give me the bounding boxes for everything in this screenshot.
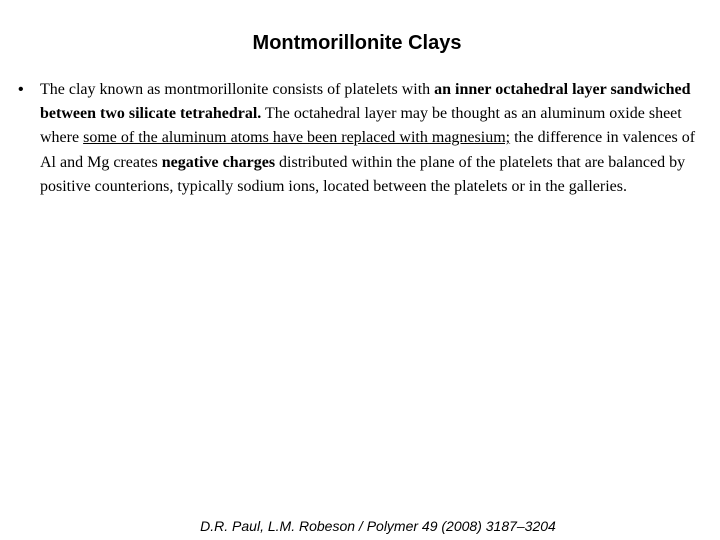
text-segment: distributed within the plane of the platelets that are balanced by positive counterions, typically sodium ions, located between the platelets or in the galleries. <box>40 153 686 195</box>
bold-phrase-negative-charges: negative charges <box>161 153 276 171</box>
text-segment: The octahedral layer may be thought as an aluminum oxide sheet where <box>40 105 682 147</box>
bullet-marker: • <box>18 81 24 98</box>
citation: D.R. Paul, L.M. Robeson / Polymer 49 (2008) 3187–3204 <box>200 518 556 534</box>
text-segment: The clay known as montmorillonite consists of platelets with <box>40 81 435 98</box>
bullet-list <box>18 78 708 199</box>
bullet-item <box>18 78 708 199</box>
text-segment: the difference in valences of Al and Mg creates <box>40 129 696 171</box>
bold-phrase-octahedral-layer: an inner octahedral layer sandwiched between two silicate tetrahedral. <box>40 81 691 123</box>
slide-title: Montmorillonite Clays <box>252 32 462 54</box>
underlined-phrase-magnesium: some of the aluminum atoms have been replaced with magnesium; <box>83 129 511 147</box>
